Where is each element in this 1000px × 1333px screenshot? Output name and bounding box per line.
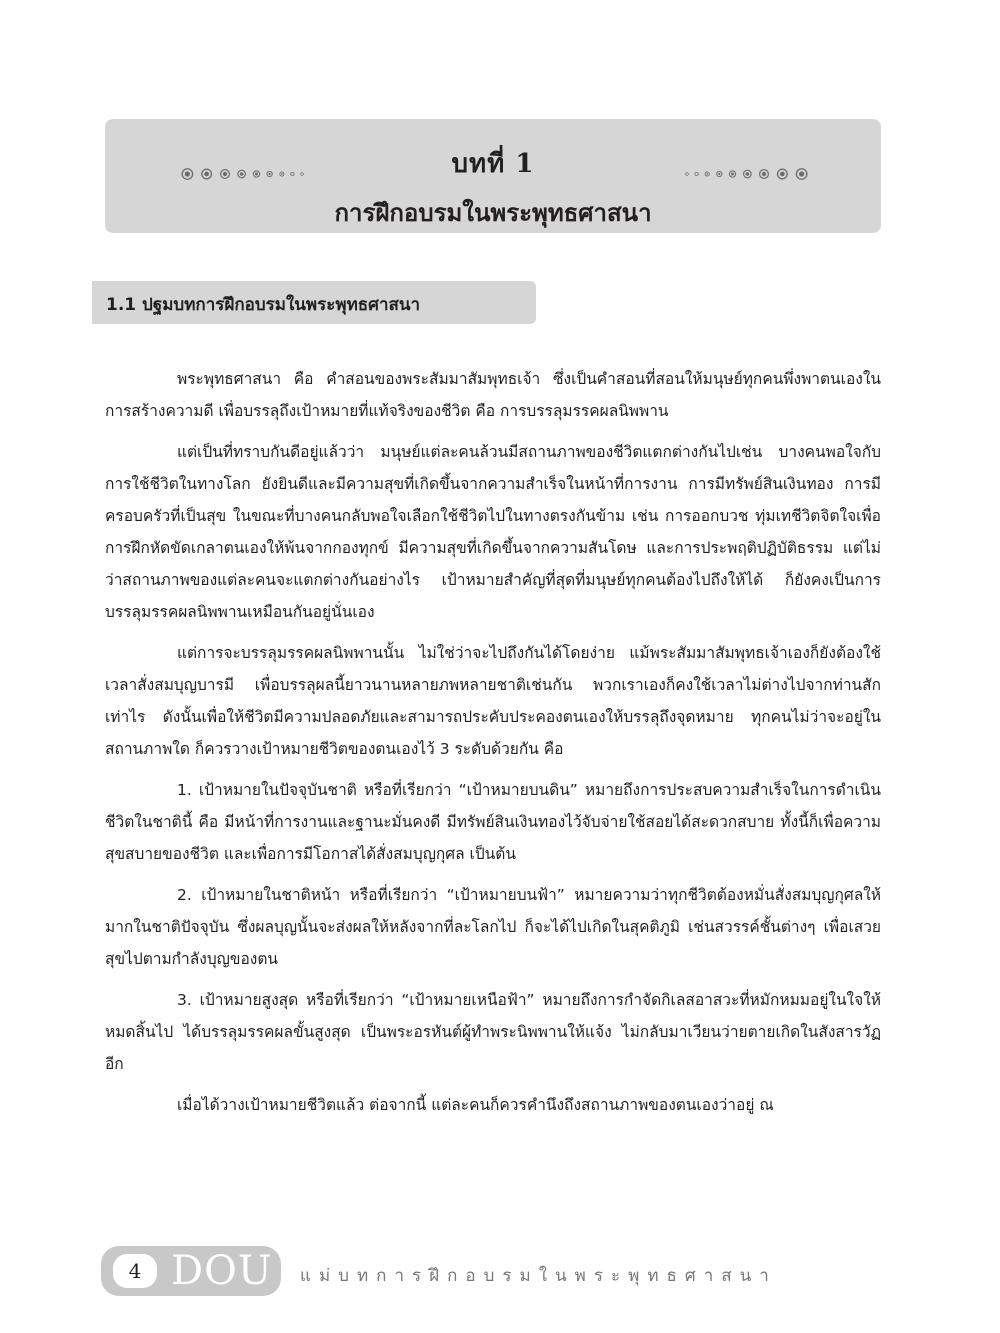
page-number: 4 [113,1254,157,1288]
decorative-dots-right [668,167,818,181]
paragraph-goal-3: 3. เป้าหมายสูงสุด หรือที่เรียกว่า “เป้าหมายเหนือฟ้า” หมายถึงการกำจัดกิเลสอาสวะที่หมักหมมอยู่ในใจให้หมดสิ้นไป ได้บรรลุมรรคผลขั้นสูงสุด เป็นพระอรหันต์ผู้ทำพระนิพพานให้แจ้ง ไม่กลับมาเวียนว่ายตายเกิดในสังสารวัฏอีก [105,991,881,1073]
chapter-number: บทที่ 1 [451,149,535,179]
footer-badge [101,1246,281,1296]
paragraph: แต่การจะบรรลุมรรคผลนิพพานนั้น ไม่ใช่ว่าจะไปถึงกันได้โดยง่าย แม้พระสัมมาสัมพุทธเจ้าเองก็ยังต้องใช้เวลาสั่งสมบุญบารมี เพื่อบรรลุผลนี้ยาวนานหลายภพหลายชาติเช่นกัน พวกเราเองก็คงใช้เวลาไม่ต่างไปจากท่านสักเท่าไร ดังนั้นเพื่อให้ชีวิตมีความปลอดภัยและสามารถประคับประคองตนเองให้บรรลุถึงจุดหมาย ทุกคนไม่ว่าจะอยู่ในสถานภาพใด ก็ควรวางเป้าหมายชีวิตของตนเองไว้ 3 ระดับด้วยกัน คือ [105,644,881,758]
chapter-header [105,119,881,233]
paragraph-goal-1: 1. เป้าหมายในปัจจุบันชาติ หรือที่เรียกว่า “เป้าหมายบนดิน” หมายถึงการประสบความสำเร็จในการดำเนินชีวิตในชาตินี้ คือ มีหน้าที่การงานและฐานะมั่นคงดี มีทรัพย์สินเงินทองไว้จับจ่ายใช้สอยได้สะดวกสบาย ทั้งนี้ก็เพื่อความสุขสบายของชีวิต และเพื่อการมีโอกาสได้สั่งสมบุญกุศล เป็นต้น [105,781,881,863]
paragraph-goal-2: 2. เป้าหมายในชาติหน้า หรือที่เรียกว่า “เป้าหมายบนฟ้า” หมายความว่าทุกชีวิตต้องหมั่นสั่งสมบุญกุศลให้มากในชาติปัจจุบัน ซึ่งผลบุญนั้นจะส่งผลให้หลังจากที่ละโลกไป ก็จะได้ไปเกิดในสุคติภูมิ เช่นสวรรค์ชั้นต่างๆ เพื่อเสวยสุขไปตามกำลังบุญของตน [105,886,881,968]
body-text [105,363,881,1130]
section-heading-bar [92,281,536,324]
paragraph: พระพุทธศาสนา คือ คำสอนของพระสัมมาสัมพุทธเจ้า ซึ่งเป็นคำสอนที่สอนให้มนุษย์ทุกคนพึ่งพาตนเองในการสร้างความดี เพื่อบรรลุถึงเป้าหมายที่แท้จริงของชีวิต คือ การบรรลุมรรคผลนิพพาน [105,370,881,420]
paragraph: แต่เป็นที่ทราบกันดีอยู่แล้วว่า มนุษย์แต่ละคนล้วนมีสถานภาพของชีวิตแตกต่างกันไปเช่น บางคนพอใจกับการใช้ชีวิตในทางโลก ยังยินดีและมีความสุขที่เกิดขึ้นจากความสำเร็จในหน้าที่การงาน การมีทรัพย์สินเงินทอง การมีครอบครัวที่เป็นสุข ในขณะที่บางคนกลับพอใจเลือกใช้ชีวิตไปในทางตรงกันข้าม เช่น การออกบวช ทุ่มเทชีวิตจิตใจเพื่อการฝึกหัดขัดเกลาตนเองให้พ้นจากกองทุกข์ มีความสุขที่เกิดขึ้นจากความสันโดษ และการประพฤติปฏิบัติธรรม แต่ไม่ว่าสถานภาพของแต่ละคนจะแตกต่างกันอย่างไร เป้าหมายสำคัญที่สุดที่มนุษย์ทุกคนต้องไปถึงให้ได้ ก็ยังคงเป็นการบรรลุมรรคผลนิพพานเหมือนกันอยู่นั่นเอง [105,443,881,621]
section-title: 1.1 ปฐมบทการฝึกอบรมในพระพุทธศาสนา [106,295,421,315]
brand-logo-text: DOU [171,1248,273,1294]
chapter-title: การฝึกอบรมในพระพุทธศาสนา [334,199,652,227]
paragraph: เมื่อได้วางเป้าหมายชีวิตแล้ว ต่อจากนี้ แต่ละคนก็ควรคำนึงถึงสถานภาพของตนเองว่าอยู่ ณ [177,1096,774,1114]
running-title: แม่บทการฝึกอบรมในพระพุทธศาสนา [300,1266,777,1286]
